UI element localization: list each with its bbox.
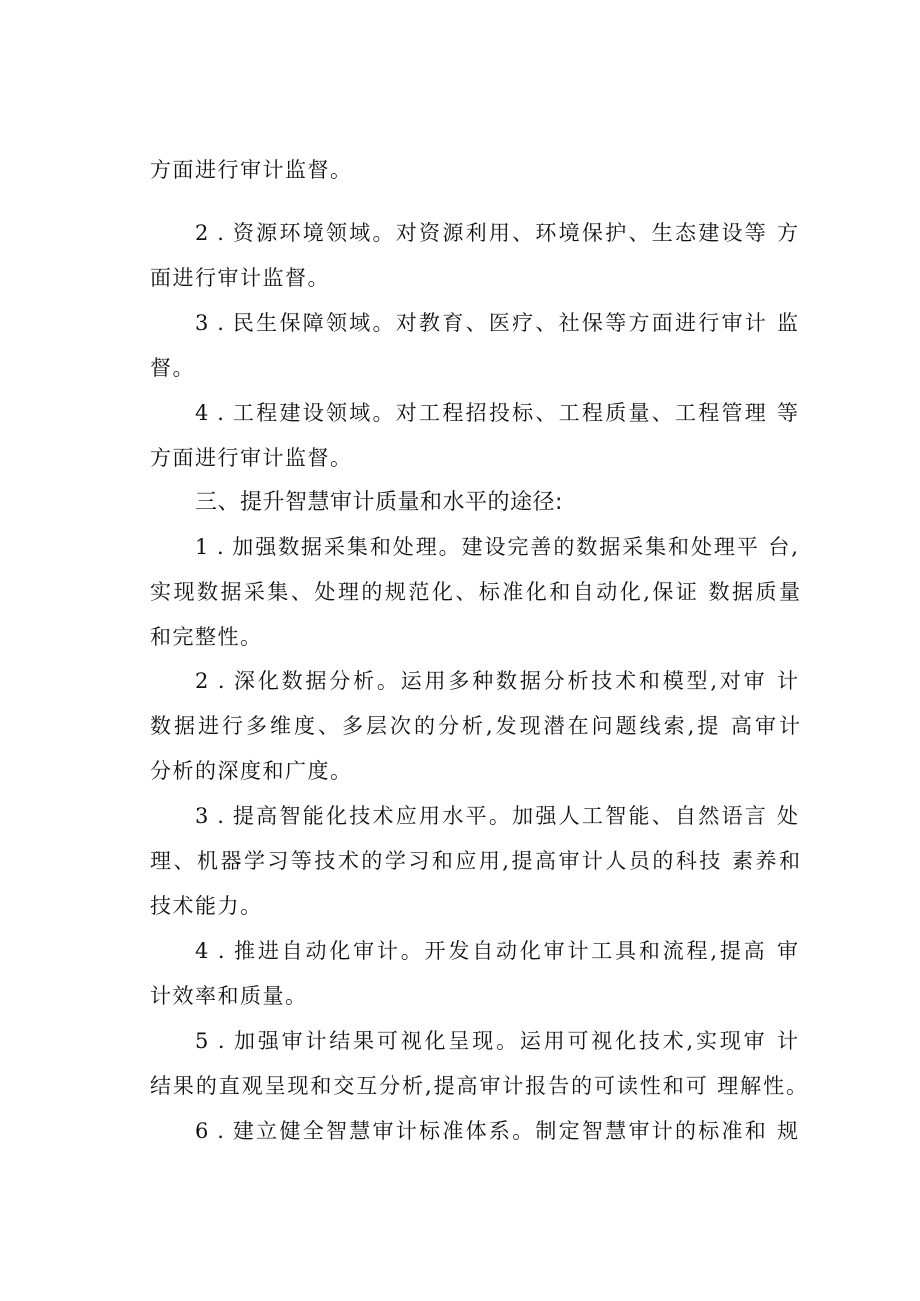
paragraph-line-3: 面进行审计监督。 xyxy=(150,266,330,290)
paragraph-line-5: 督。 xyxy=(150,356,195,380)
paragraph-line-6: 4 . 工程建设领域。对工程招投标、工程质量、工程管理 等 xyxy=(195,401,798,425)
paragraph-line-9: 1 . 加强数据采集和处理。建设完善的数据采集和处理平 台, xyxy=(195,535,798,559)
paragraph-line-17: 技术能力。 xyxy=(150,894,263,918)
paragraph-line-11: 和完整性。 xyxy=(150,625,263,649)
paragraph-line-15: 3 . 提高智能化技术应用水平。加强人工智能、自然语言 处 xyxy=(195,804,798,828)
paragraph-line-1: 方面进行审计监督。 xyxy=(150,158,353,182)
paragraph-line-14: 分析的深度和广度。 xyxy=(150,759,353,783)
paragraph-line-13: 数据进行多维度、多层次的分析,发现潜在问题线索,提 高审计 xyxy=(150,714,800,738)
paragraph-line-10: 实现数据采集、处理的规范化、标准化和自动化,保证 数据质量 xyxy=(150,580,800,604)
paragraph-line-18: 4 . 推进自动化审计。开发自动化审计工具和流程,提高 审 xyxy=(195,939,798,963)
paragraph-line-21: 结果的直观呈现和交互分析,提高审计报告的可读性和可 理解性。 xyxy=(150,1074,807,1098)
paragraph-line-16: 理、机器学习等技术的学习和应用,提高审计人员的科技 素养和 xyxy=(150,849,800,873)
paragraph-line-7: 方面进行审计监督。 xyxy=(150,446,353,470)
paragraph-line-20: 5 . 加强审计结果可视化呈现。运用可视化技术,实现审 计 xyxy=(195,1029,798,1053)
paragraph-line-22: 6 . 建立健全智慧审计标准体系。制定智慧审计的标准和 规 xyxy=(195,1119,798,1143)
paragraph-line-19: 计效率和质量。 xyxy=(150,984,308,1008)
paragraph-line-4: 3 . 民生保障领域。对教育、医疗、社保等方面进行审计 监 xyxy=(195,311,798,335)
paragraph-line-12: 2 . 深化数据分析。运用多种数据分析技术和模型,对审 计 xyxy=(195,669,798,693)
section-heading: 三、提升智慧审计质量和水平的途径: xyxy=(195,490,563,515)
paragraph-line-2: 2 . 资源环境领域。对资源利用、环境保护、生态建设等 方 xyxy=(195,221,798,245)
